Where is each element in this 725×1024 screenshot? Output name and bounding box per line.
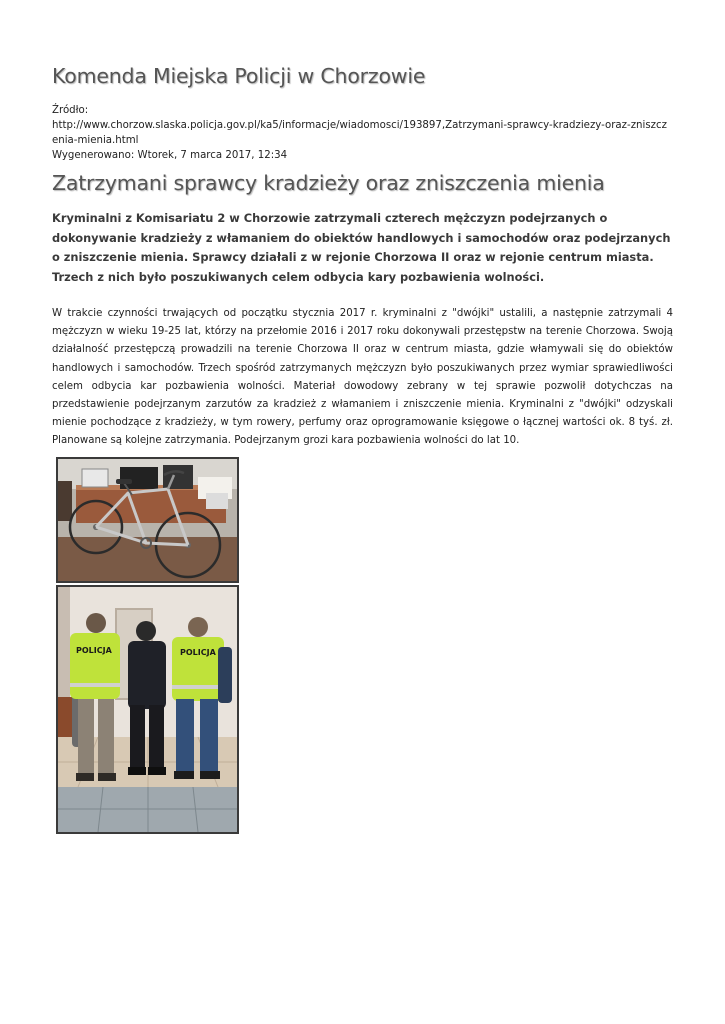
document-meta <box>52 103 673 163</box>
article-lead: Kryminalni z Komisariatu 2 w Chorzowie zatrzymali czterech mężczyzn podejrzanych o dokonywanie kradzieży z włamaniem do obiektów handlowych i samochodów oraz podejrzanych o zniszczenie mienia. Sprawcy działali z w rejonie Chorzowa II oraz w rejonie centrum miasta. Trzech z nich było poszukiwanych celem odbycia kary pozbawienia wolności. <box>52 211 671 284</box>
article-title: Zatrzymani sprawcy kradzieży oraz zniszczenia mienia <box>52 171 605 195</box>
source-url[interactable]: http://www.chorzow.slaska.policja.gov.pl/ka5/informacje/wiadomosci/193897,Zatrzymani-sprawcy-kradziezy-oraz-zniszczenia-mienia.html <box>52 120 667 146</box>
vest-label-left: POLICJA <box>76 646 112 655</box>
vest-label-right: POLICJA <box>180 648 216 657</box>
article-body: W trakcie czynności trwających od początku stycznia 2017 r. kryminalni z "dwójki" ustalili, a następnie zatrzymali 4 mężczyzn w wieku 19-25 lat, którzy na przełomie 2016 i 2017 roku dokonywali przestępstw na terenie Chorzowa. Swoją działalność przestępczą prowadzili na terenie Chorzowa II oraz w centrum miasta, gdzie włamywali się do obiektów handlowych i samochodów. Trzech spośród zatrzymanych mężczyzn było poszukiwanych przez wymiar sprawiedliwości celem odbycia kar pozbawienia wolności. Materiał dowodowy zebrany w tej sprawie pozwolił dotychczas na przedstawienie podejrzanym zarzutów za kradzież z włamaniem i zniszczenie mienia. Kryminalni z "dwójki" odzyskali mienie pochodzące z kradzieży, w tym rowery, perfumy oraz oprogramowanie księgowe o łącznej wartości ok. 8 tyś. zł. Planowane są kolejne zatrzymania. Podejrzanym grozi kara pozbawienia wolności do lat 10. <box>52 308 673 447</box>
arrest-photo <box>56 585 239 834</box>
bicycle-photo <box>56 457 239 583</box>
arrest-photo-image <box>58 587 237 832</box>
site-title: Komenda Miejska Policji w Chorzowie <box>52 64 426 88</box>
bicycle-photo-image <box>58 459 237 581</box>
source-label: Źródło: <box>52 105 89 116</box>
generated-date: Wygenerowano: Wtorek, 7 marca 2017, 12:34 <box>52 150 288 161</box>
